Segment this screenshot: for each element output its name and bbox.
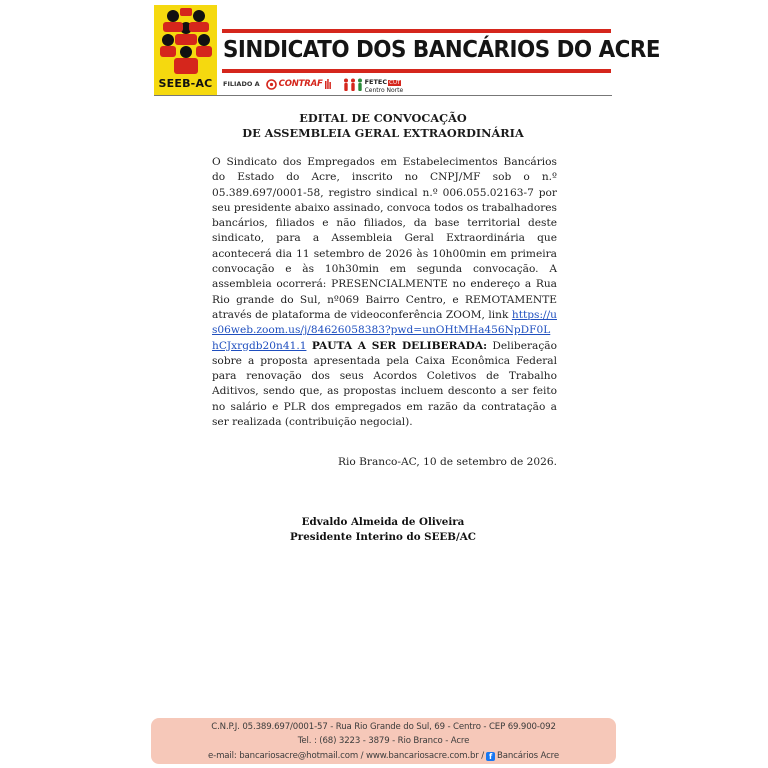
header-divider [154,95,612,96]
header-rule-top [222,29,611,33]
title-line-1: EDITAL DE CONVOCAÇÃO [299,111,467,125]
fetec-cut-badge: CUT [389,79,401,86]
agenda-text: Deliberação sobre a proposta apresentada pela Caixa Econômica Federal para renovação dos seus Acordos Coletivos de Trabalho Aditivos, sendo que, as propostas incluem desconto a ser feito no salário e PLR dos empregados em razão da contratação a ser realizada (contribuição negocial). [212,339,557,429]
signer-name: Edvaldo Almeida de Oliveira [301,516,465,528]
logo-caption: SEEB-AC [158,77,213,90]
footer-address: C.N.P.J. 05.389.697/0001-57 - Rua Rio Grande do Sul, 69 - Centro - CEP 69.900-092 [211,722,556,732]
place-date: Rio Branco-AC, 10 de setembro de 2026. [338,456,557,468]
contraf-icon [266,79,277,90]
agenda-label: PAUTA A SER DELIBERADA: [311,339,487,352]
org-name: SINDICATO DOS BANCÁRIOS DO ACRE [223,36,661,63]
facebook-label: Bancários Acre [497,750,559,761]
contraf-label: CONTRAF [278,79,323,89]
fetec-people-icon [343,78,363,91]
signer-title: Presidente Interino do SEEB/AC [290,531,476,543]
union-logo [154,5,217,95]
signature-block [154,515,612,545]
footer-email-web: e-mail: bancariosacre@hotmail.com / www.bancariosacre.com.br / [208,750,484,761]
footer-contacts [151,749,616,763]
fetec-name: FETEC [364,77,388,86]
header-rule-bottom [222,69,611,73]
footer-phone: Tel. : (68) 3223 - 3879 - Rio Branco - Acre [297,736,470,747]
zoom-link[interactable]: https://us06web.zoom.us/j/84626058383?pwd=unOHtMHa456NpDF0LhCJxrgdb20n41.1 [212,308,557,352]
body-intro: O Sindicato dos Empregados em Estabelecimentos Bancários do Estado do Acre, inscrito no CNPJ/MF sob o n.º 05.389.697/0001-58, registro sindical n.º 006.055.02163-7 por seu presidente abaixo assinado, convoca todos os trabalhadores bancários, filiados e não filiados, da base territorial deste sindicato, para a Assembleia Geral Extraordinária que acontecerá dia 11 setembro de 2026 às 10h00min em primeira convocação e às 10h30min em segunda convocação. A assembleia ocorrerá: PRESENCIALMENTE no endereço a Rua Rio grande do Sul, nº069 Bairro Centro, e REMOTAMENTE através de plataforma de videoconferência ZOOM, link [212,156,557,321]
document-body [212,155,557,430]
contraf-bars-icon [325,79,331,89]
affiliation-row [223,76,403,92]
fetec-region: Centro Norte [364,86,404,94]
fetec-logo [343,75,404,94]
contraf-logo [266,79,331,90]
title-line-2: DE ASSEMBLEIA GERAL EXTRAORDINÁRIA [242,126,524,140]
facebook-icon: f [486,752,495,761]
contact-footer [151,718,616,764]
document-title [154,111,612,141]
affiliated-label: FILIADO A [223,80,260,88]
union-logo-mark [160,8,212,76]
